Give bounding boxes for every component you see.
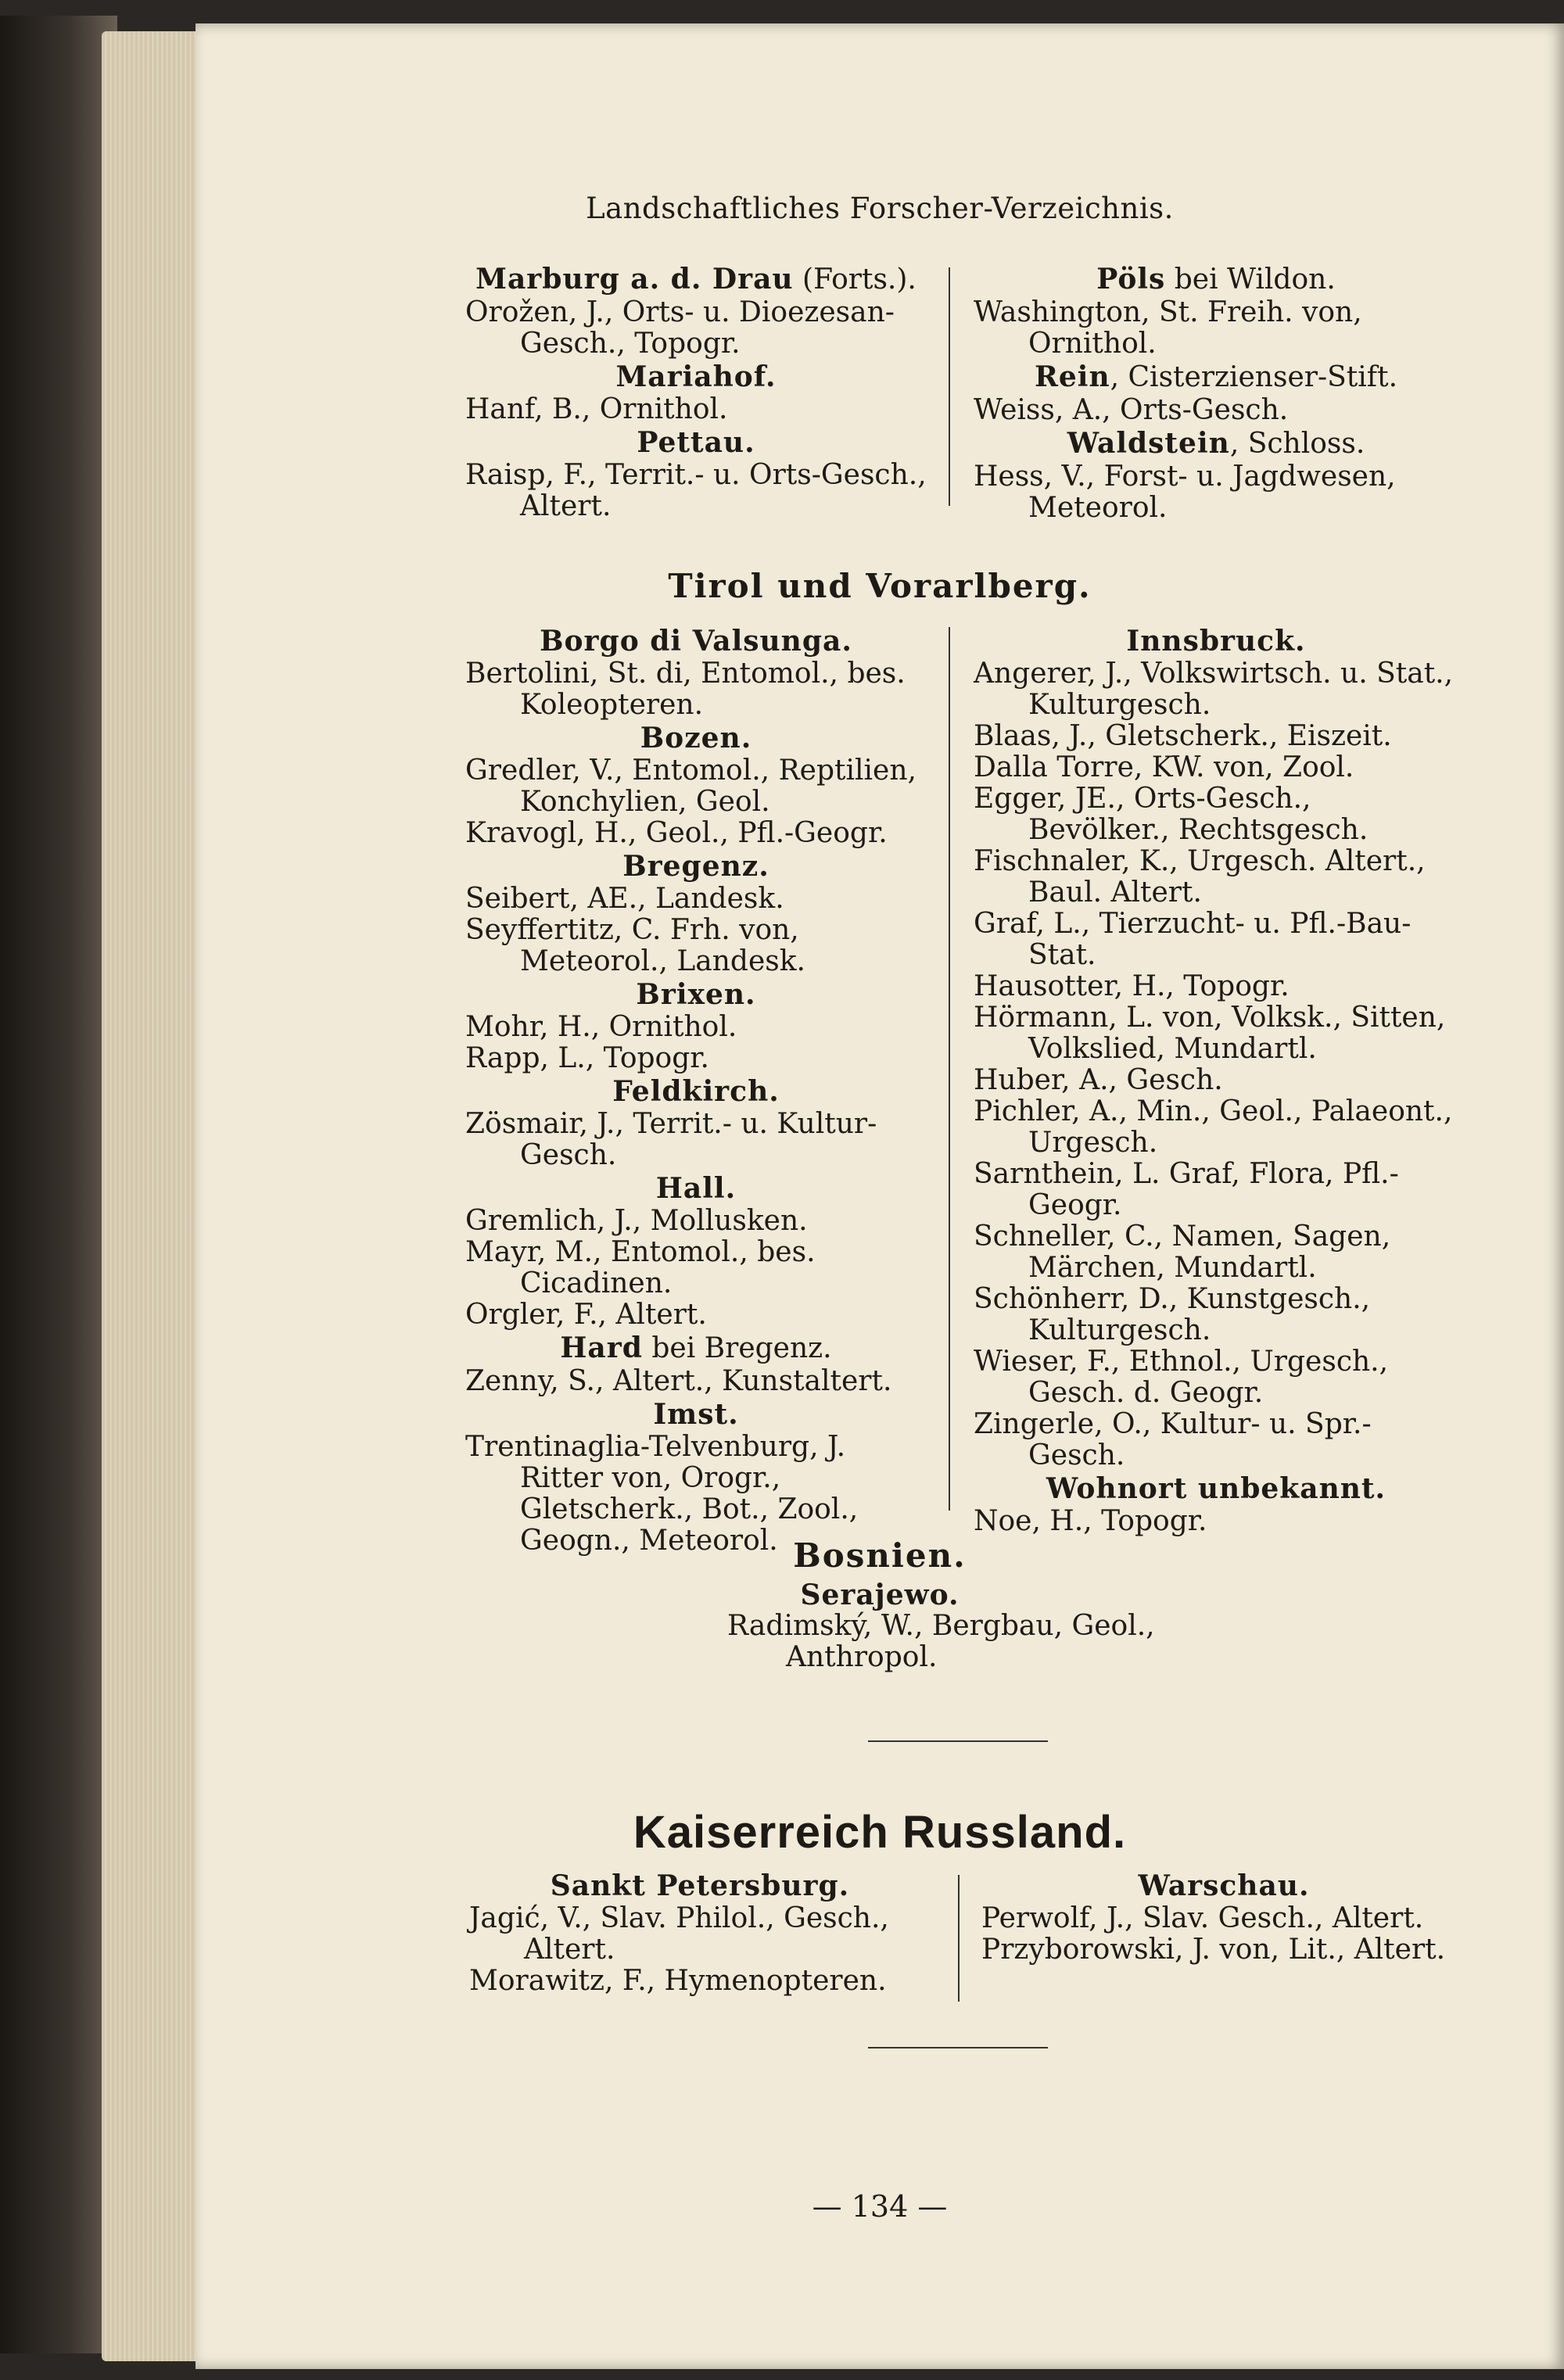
section-separator (868, 1740, 1048, 1742)
researcher-entry: Przyborowski, J. von, Lit., Altert. (981, 1934, 1446, 1966)
entry: Radimský, W., Bergbau, Geol., (727, 1610, 1155, 1642)
researcher-entry: Blaas, J., Gletscherk., Eiszeit. (974, 720, 1392, 752)
researcher-entry: Orgler, F., Altert. (465, 1299, 707, 1331)
researcher-entry: Dalla Torre, KW. von, Zool. (974, 751, 1354, 783)
column-divider (958, 1875, 960, 2002)
book-page (196, 23, 1564, 2369)
place-name: Bozen. (640, 722, 752, 755)
place-heading (465, 1076, 927, 1107)
column-divider (949, 627, 950, 1511)
researcher-entry: Zenny, S., Altert., Kunstaltert. (465, 1365, 892, 1397)
researcher-entry: Schneller, C., Namen, Sagen, Märchen, Mundartl. (974, 1220, 1391, 1284)
researcher-entry: Kravogl, H., Geol., Pfl.-Geogr. (465, 817, 888, 849)
researcher-entry: Huber, A., Gesch. (974, 1064, 1223, 1096)
tirol-left-column (465, 624, 927, 1557)
russland-left-column (469, 1869, 931, 1997)
place-heading (469, 1870, 931, 1901)
researcher-entry: Jagić, V., Slav. Philol., Gesch., Altert. (469, 1902, 889, 1966)
researcher-entry: Mohr, H., Ornithol. (465, 1011, 737, 1043)
place-name: Imst. (653, 1398, 739, 1431)
researcher-entry: Hausotter, H., Topogr. (974, 970, 1290, 1002)
place-heading (465, 625, 927, 657)
russland-right-column (981, 1869, 1466, 1966)
researcher-entry: Hörmann, L. von, Volksk., Sitten, Volkslied, Mundartl. (974, 1002, 1446, 1065)
place-name: Waldstein (1067, 427, 1230, 460)
researcher-entry: Raisp, F., Territ.- u. Orts-Gesch., Altert. (465, 459, 927, 522)
researcher-entry: Fischnaler, K., Urgesch. Altert., Baul. Altert. (974, 845, 1426, 909)
place-heading (465, 263, 927, 296)
researcher-entry: Perwolf, J., Slav. Gesch., Altert. (981, 1902, 1424, 1934)
researcher-entry: Seyffertitz, C. Frh. von, Meteorol., Landesk. (465, 914, 805, 977)
researcher-entry: Graf, L., Tierzucht- u. Pfl.-Bau-Stat. (974, 908, 1412, 971)
styria-left-column (465, 262, 927, 522)
place-heading (465, 1399, 927, 1430)
place-name: Borgo di Valsunga. (540, 625, 852, 658)
researcher-entry: Zingerle, O., Kultur- u. Spr.-Gesch. (974, 1408, 1372, 1471)
researcher-entry: Noe, H., Topogr. (974, 1505, 1207, 1537)
researcher-entry: Trentinaglia-Telvenburg, J. Ritter von, Orogr., Gletscherk., Bot., Zool., Geogn., Meteorol. (465, 1431, 859, 1557)
place-heading (974, 428, 1458, 460)
researcher-entry: Weiss, A., Orts-Gesch. (974, 394, 1289, 426)
place-heading (465, 1332, 927, 1364)
researcher-entry: Mayr, M., Entomol., bes. Cicadinen. (465, 1236, 816, 1299)
place-heading (974, 625, 1458, 657)
place-name: Pöls (1096, 263, 1166, 296)
researcher-entry: Zösmair, J., Territ.- u. Kultur-Gesch. (465, 1108, 877, 1171)
place-name: Mariahof. (615, 360, 777, 393)
researcher-entry: Hess, V., Forst- u. Jagdwesen, Meteorol. (974, 461, 1396, 524)
place-heading (974, 361, 1458, 393)
place-name: Hard (560, 1332, 643, 1364)
place-heading (981, 1870, 1466, 1901)
place-name: Brixen. (636, 978, 756, 1011)
place-name: Rein (1034, 360, 1110, 393)
place-name: Bregenz. (622, 850, 769, 883)
page-number: — 134 — (812, 2189, 948, 2224)
researcher-entry: Bertolini, St. di, Entomol., bes. Koleopteren. (465, 658, 906, 721)
researcher-entry: Pichler, A., Min., Geol., Palaeont., Urgesch. (974, 1095, 1453, 1159)
researcher-entry: Orožen, J., Orts- u. Dioezesan-Gesch., Topogr. (465, 296, 895, 360)
place-name: Pettau. (637, 426, 755, 459)
researcher-entry: Rapp, L., Topogr. (465, 1042, 709, 1074)
place-name: Warschau. (1138, 1869, 1310, 1902)
place-heading (465, 361, 927, 392)
bosnien-block (196, 1579, 1564, 1673)
place-qualifier: bei Wildon. (1165, 263, 1336, 296)
researcher-entry: Schönherr, D., Kunstgesch., Kulturgesch. (974, 1283, 1371, 1346)
place-heading (465, 1173, 927, 1204)
place-name: Wohnort unbekannt. (1046, 1472, 1386, 1505)
section-title-tirol: Tirol und Vorarlberg. (668, 567, 1092, 605)
country-title-russland: Kaiserreich Russland. (633, 1807, 1127, 1858)
place-qualifier: (Forts.). (793, 263, 917, 296)
tirol-right-column (974, 624, 1458, 1537)
place-name: Innsbruck. (1126, 625, 1306, 658)
entry-continuation: Anthropol. (786, 1641, 938, 1673)
researcher-entry: Gremlich, J., Mollusken. (465, 1205, 808, 1237)
place-heading (465, 722, 927, 754)
section-separator (868, 2047, 1048, 2048)
researcher-entry: Gredler, V., Entomol., Reptilien, Konchylien, Geol. (465, 755, 917, 818)
researcher-entry: Hanf, B., Ornithol. (465, 393, 728, 425)
place-name: Sankt Petersburg. (550, 1869, 850, 1902)
book-cover-edge (0, 16, 117, 2353)
researcher-entry: Washington, St. Freih. von, Ornithol. (974, 296, 1362, 360)
researcher-entry: Egger, JE., Orts-Gesch., Bevölker., Rechtsgesch. (974, 783, 1368, 846)
section-title-bosnien: Bosnien. (793, 1536, 967, 1575)
place-name: Hall. (655, 1172, 737, 1205)
researcher-entry: Sarnthein, L. Graf, Flora, Pfl.-Geogr. (974, 1158, 1399, 1221)
place-heading (465, 851, 927, 882)
place-qualifier: bei Bregenz. (642, 1332, 832, 1364)
researcher-entry: Morawitz, F., Hymenopteren. (469, 1965, 887, 1997)
styria-right-column (974, 262, 1458, 524)
place-heading (465, 979, 927, 1010)
place-heading: Serajewo. (800, 1579, 960, 1611)
place-name: Marburg a. d. Drau (475, 263, 794, 296)
place-heading (974, 1473, 1458, 1504)
place-name: Feldkirch. (612, 1075, 780, 1108)
researcher-entry: Angerer, J., Volkswirtsch. u. Stat., Kulturgesch. (974, 658, 1454, 721)
researcher-entry: Wieser, F., Ethnol., Urgesch., Gesch. d. Geogr. (974, 1346, 1389, 1409)
place-heading (974, 263, 1458, 296)
place-qualifier: , Cisterzienser-Stift. (1110, 361, 1398, 393)
place-heading (465, 427, 927, 458)
researcher-entry: Seibert, AE., Landesk. (465, 883, 784, 915)
column-divider (949, 267, 950, 506)
place-qualifier: , Schloss. (1229, 428, 1365, 460)
running-header: Landschaftliches Forscher-Verzeichnis. (586, 192, 1174, 225)
